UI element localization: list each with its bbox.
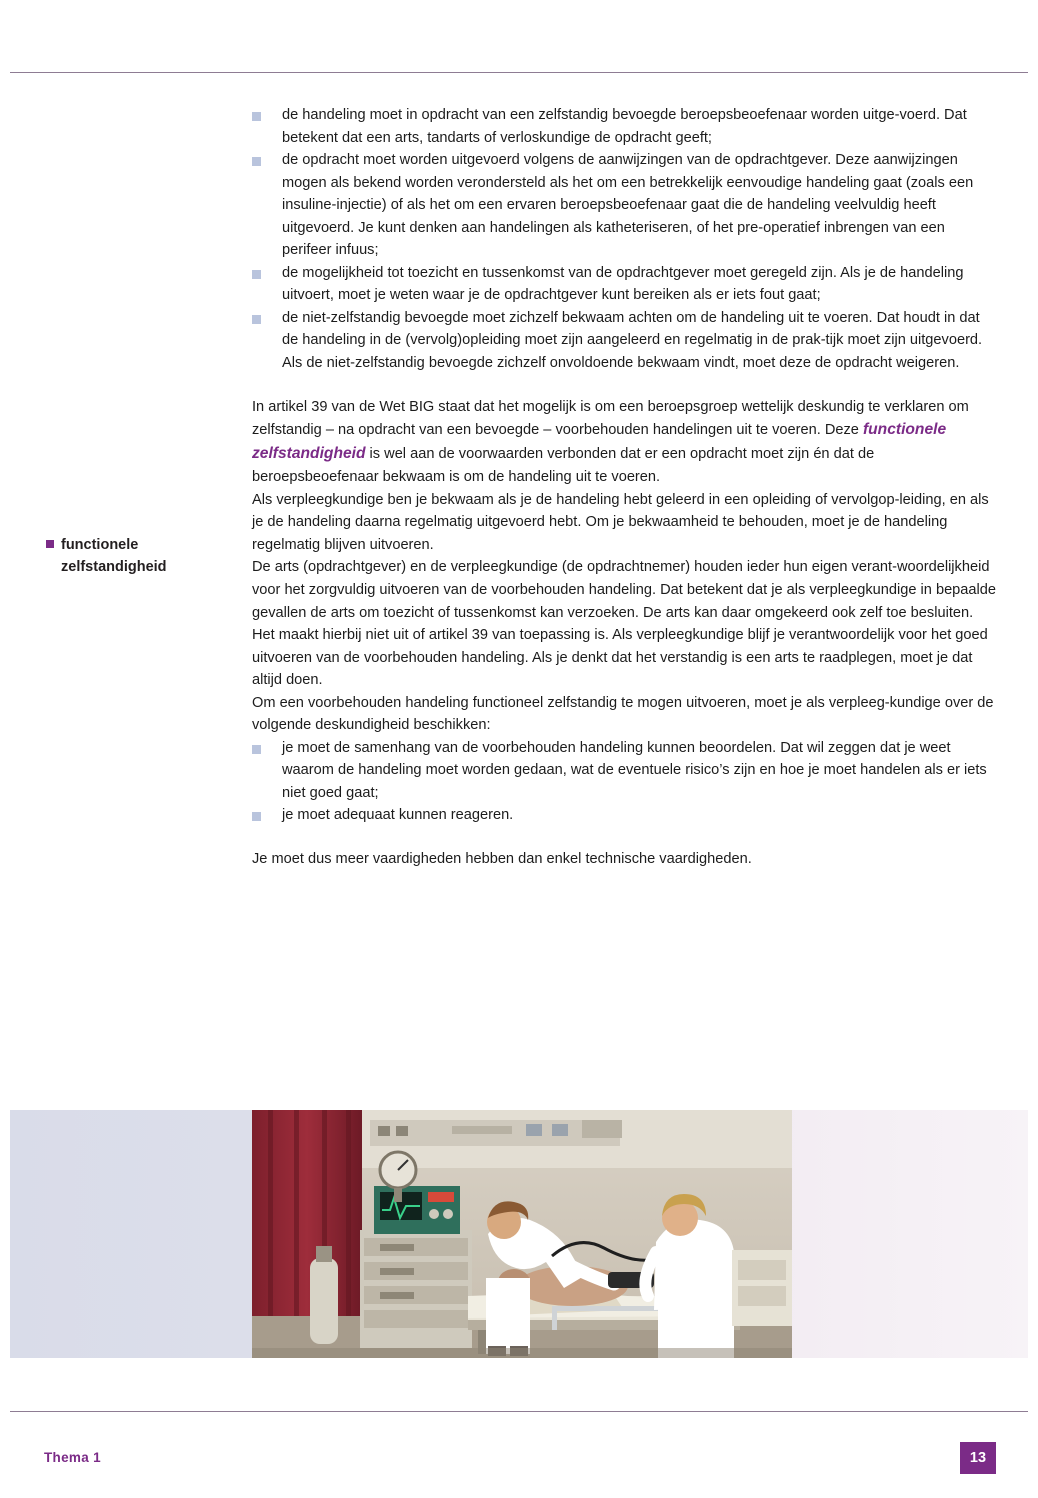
footer-divider: [10, 1411, 1028, 1412]
footer-chapter-label: Thema 1: [44, 1450, 101, 1465]
paragraph-verantwoordelijkheid: De arts (opdrachtgever) en de verpleegkundige (de opdrachtnemer) houden ieder hun eigen verant-woordelijkheid voor het zorgvuldig uitvoeren van de voorbehouden handeling. Dat betekent dat je als verpleegkundige in bepaalde gevallen de arts om toezicht of tussenkomst kan verzoeken. De arts kan daar omgekeerd ook zelf toe besluiten. Het maakt hierbij niet uit of artikel 39 van toepassing is. Als verpleegkundige blijf je verantwoordelijk voor het goed uitvoeren van de voorbehouden handeling. Als je denkt dat het verstandig is een arts te raadplegen, moet je dat altijd doen.: [252, 559, 997, 689]
paragraph-1-part2: is wel aan de voorwaarden verbonden dat er een opdracht moet zijn én dat de beroepsbeoefenaar bekwaam is om de handeling uit te voeren.: [252, 446, 875, 486]
paragraph-deskundigheid-intro: Om een voorbehouden handeling functioneel zelfstandig te mogen uitvoeren, moet je als verpleeg-kundige over de volgende deskundigheid beschikken:: [252, 694, 994, 734]
list-item: je moet adequaat kunnen reageren.: [252, 804, 998, 827]
paragraph-functionele-zelfstandigheid: [252, 396, 998, 489]
list-item: de handeling moet in opdracht van een zelfstandig bevoegde beroepsbeoefenaar worden uitge-voerd. Dat betekent dat een arts, tandarts of verloskundige de opdracht geeft;: [252, 104, 998, 149]
spacer: [252, 375, 998, 396]
paragraph-bekwaamheid: Als verpleegkundige ben je bekwaam als je de handeling hebt geleerd in een opleiding of vervolgop-leiding, en als je de handeling daarna regelmatig uitgevoerd hebt. Om je bekwaamheid te behouden, moet je de handeling regelmatig blijven uitvoeren.: [252, 491, 989, 553]
margin-note: [46, 534, 226, 579]
list-item: de niet-zelfstandig bevoegde moet zichzelf bekwaam achten om de handeling uit te voeren. Dat houdt in dat de handeling in de (vervolg)opleiding moet zijn aangeleerd en regelmatig in de prak-tijk moet zijn uitgevoerd. Als de niet-zelfstandig bevoegde zichzelf onvoldoende bekwaam vindt, moet deze de opdracht weigeren.: [252, 307, 998, 375]
spacer: [252, 827, 998, 848]
margin-note-square-icon: [46, 540, 54, 548]
photo-hospital-scene: [252, 1110, 792, 1358]
photo-illustration: [252, 1110, 792, 1358]
bullet-list-top: [252, 104, 998, 375]
paragraph-closing: Je moet dus meer vaardigheden hebben dan enkel technische vaardigheden.: [252, 851, 752, 868]
header-divider: [10, 72, 1028, 73]
paragraph-1-part1: In artikel 39 van de Wet BIG staat dat het mogelijk is om een beroepsgroep wettelijk deskundig te verklaren om zelfstandig – na opdracht van een bevoegde – voorbehouden handelingen uit te voeren. Deze: [252, 398, 969, 439]
list-item: de mogelijkheid tot toezicht en tussenkomst van de opdrachtgever moet geregeld zijn. Als je de handeling uitvoert, moet je weten waar je de opdrachtgever kunt bereiken als er iets fout gaat;: [252, 262, 998, 307]
page-number-badge: 13: [960, 1442, 996, 1474]
main-text-column: [252, 104, 998, 871]
margin-note-line1: functionele: [61, 537, 139, 553]
list-item: de opdracht moet worden uitgevoerd volgens de aanwijzingen van de opdrachtgever. Deze aanwijzingen mogen als bekend worden verondersteld als het om een betrekkelijk eenvoudige handeling gaat (zoals een insuline-injectie) of als het om een ervaren beroepsbeoefenaar gaat die de handeling veelvuldig heeft uitgevoerd. Je kunt denken aan handelingen als katheteriseren, of het pre-operatief inbrengen van een perifeer infuus;: [252, 149, 998, 262]
bullet-list-bottom: [252, 737, 998, 827]
margin-note-line2: zelfstandigheid: [61, 559, 167, 576]
highlight-functionele-zelfstandigheid: functionele zelfstandigheid: [252, 421, 947, 463]
list-item: je moet de samenhang van de voorbehouden handeling kunnen beoordelen. Dat wil zeggen dat je weet waarom de handeling moet worden gedaan, wat de eventuele risico’s zijn en hoe je moet handelen als er iets niet goed gaat;: [252, 737, 998, 805]
